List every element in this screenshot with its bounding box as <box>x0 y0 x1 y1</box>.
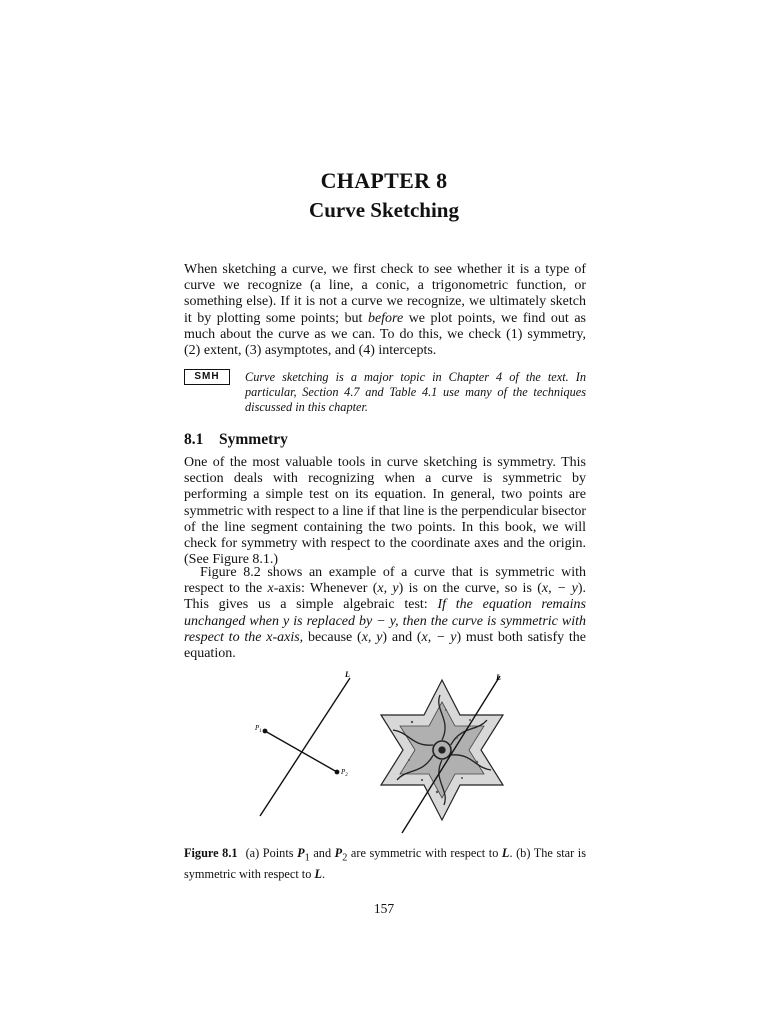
intro-text-part: When sketching a curve, we first check to see whether it is a type of curve we recognize (a line, a conic, a trigonometric function, or something else). If it is not a curve we recognize, we ultimately sketch it by plotting some points; but <box>184 262 586 326</box>
page-number: 157 <box>373 901 395 916</box>
figure-part-a <box>254 670 350 816</box>
text-part: Figure 8.2 shows an example of a curve that is symmetric with respect to the <box>184 565 586 597</box>
caption-var: L <box>314 867 322 882</box>
label-p1: $P_1$ <box>255 724 262 734</box>
segment-p1-p2 <box>265 731 337 772</box>
caption-var: P <box>297 846 305 860</box>
line-L-a <box>260 678 350 816</box>
caption-sub: 1 <box>304 852 310 864</box>
section-heading <box>184 431 288 449</box>
caption-sub: 2 <box>342 852 348 864</box>
math-var: x, y <box>361 629 383 645</box>
section-title: Symmetry <box>219 431 288 448</box>
figure-8-1 <box>230 668 550 838</box>
label-L-b: L <box>496 673 501 682</box>
intro-paragraph <box>184 262 586 359</box>
intro-emphasis: before <box>367 310 404 326</box>
algebraic-test-emphasis: If the equation remains unchanged when y is replaced by − y, then the curve is symmetric with respect to the x-axis <box>184 597 586 645</box>
point-p2 <box>335 770 340 775</box>
text-part: , because ( <box>299 629 362 645</box>
symmetry-paragraph-2 <box>184 565 586 662</box>
figure-caption <box>184 845 586 882</box>
math-var: x <box>267 581 274 597</box>
chapter-number: CHAPTER 8 <box>320 168 448 193</box>
text-part: ) must both satisfy the equation. <box>184 629 587 662</box>
chapter-title: Curve Sketching <box>309 198 459 222</box>
label-p2: $P_2$ <box>341 768 348 778</box>
caption-label: Figure 8.1 <box>184 846 238 860</box>
caption-text: and <box>309 846 335 860</box>
text-part: ) and ( <box>382 629 422 645</box>
caption-text: (a) Points <box>245 846 298 860</box>
caption-var: L <box>501 846 510 860</box>
math-var: x, − y <box>541 581 578 597</box>
smh-badge-icon: SMH <box>184 369 230 385</box>
text-part: ). This gives us a simple algebraic test: <box>184 581 587 613</box>
caption-var: P <box>334 846 343 860</box>
symmetry-paragraph-1: One of the most valuable tools in curve sketching is symmetry. This section deals with recognizing when a curve is symmetric by performing a simple test on its equation. In general, two points are symmetric with respect to a line if that line is the perpendicular bisector of the line segment containing the two points. In this book, we will check for symmetry with respect to the coordinate axes and the origin. (See Figure 8.1.) <box>184 455 586 568</box>
section-number: 8.1 <box>184 431 204 448</box>
point-p1 <box>263 729 268 734</box>
label-L-a: L <box>345 670 350 679</box>
text-part: ) is on the curve, so is ( <box>398 581 542 597</box>
math-var: x, y <box>377 581 399 597</box>
intro-text-part: we plot points, we find out as much about the curve as we can. To do this, we check (1) symmetry, (2) extent, (3) asymptotes, and (4) intercepts. <box>184 310 586 359</box>
caption-text: . (b) The star is symmetric with respect to <box>184 846 586 882</box>
caption-text: are symmetric with respect to <box>347 846 502 860</box>
caption-text: . <box>321 867 326 882</box>
text-part: -axis: Whenever ( <box>273 581 378 597</box>
margin-note: Curve sketching is a major topic in Chapter 4 of the text. In particular, Section 4.7 and Table 4.1 use many of the techniques discussed in this chapter. <box>245 370 586 414</box>
math-var: x, − y <box>421 629 457 645</box>
